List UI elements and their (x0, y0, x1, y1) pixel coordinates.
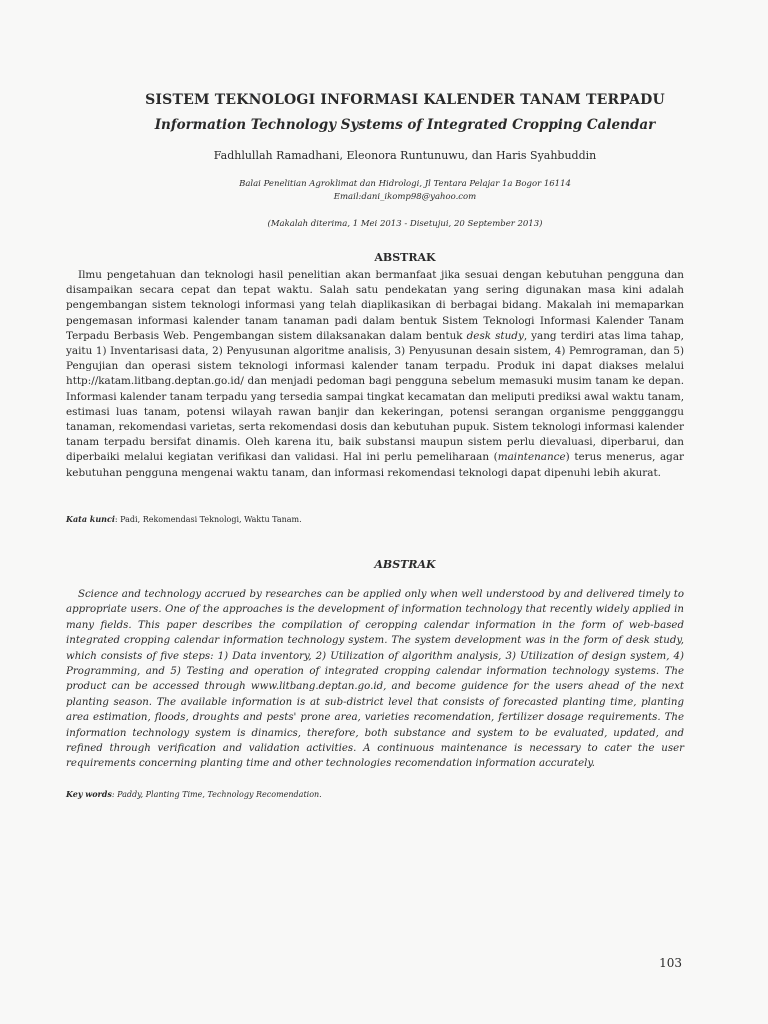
keywords-id-label: Kata kunci (66, 514, 115, 524)
abstract-text-en: Science and technology accrued by researches can be applied only when well understood by and delivered timely to appropriate users. One of the approaches is the development of information technology that recently widely applied in many fields. This paper describes the compilation of ceropping calendar information in the form of web-based integrated cropping calendar information technology system. The system development was in the form of desk study, which consists of five steps: 1) Data inventory, 2) Utilization of algorithm analysis, 3) Utilization of design system, 4) Programming, and 5) Testing and operation of integrated cropping calendar information technology systems. The product can be accessed through www.litbang.deptan.go.id, and become guidence for the users ahead of the next planting season. The available information is at sub-district level that consists of forecasted planting time, planting area estimation, floods, droughts and pests' prone area, varieties recomendation, fertilizer dosage requirements. The information technology system is dinamics, therefore, both substance and system to be evaluated, updated, and refined through verification and validation activities. A continuous maintenance is necessary to cater the user requirements concerning planting time and other technologies recomendation information accurately. (66, 589, 684, 770)
affiliation-address: Balai Penelitian Agroklimat dan Hidrologi, Jl Tentara Pelajar 1a Bogor 16114 (239, 179, 571, 189)
abstract-id-part-3: ) terus menerus, agar kebutuhan pengguna mengenai waktu tanam, dan informasi rekomendasi teknologi dapat dipenuhi lebih akurat. (66, 451, 684, 479)
abstract-id-emphasis-2: maintenance (497, 451, 566, 464)
abstract-heading-en: ABSTRAK (374, 558, 436, 571)
affiliation-block (60, 178, 750, 204)
keywords-id (66, 514, 684, 524)
abstract-id-part-1: Ilmu pengetahuan dan teknologi hasil penelitian akan bermanfaat jika sesuai dengan kebutuhan pengguna dan disampaikan secara cepat dan tepat waktu. Salah satu pendekatan yang sering digunakan masa kini adalah pengembangan sistem teknologi informasi yang telah diaplikasikan di berbagai bidang. Makalah ini memaparkan pengemasan informasi kalender tanam tanaman padi dalam bentuk Sistem Teknologi Informasi Kalender Tanam Terpadu Berbasis Web. Pengembangan sistem dilaksanakan dalam bentuk (66, 269, 684, 342)
keywords-en-label: Key words (66, 789, 112, 799)
paper-title: SISTEM TEKNOLOGI INFORMASI KALENDER TANAM TERPADU (145, 92, 665, 108)
affiliation-email: Email:dani_ikomp98@yahoo.com (333, 192, 477, 202)
keywords-id-list: : Padi, Rekomendasi Teknologi, Waktu Tanam. (114, 515, 302, 524)
author-list: Fadhlullah Ramadhani, Eleonora Runtunuwu, dan Haris Syahbuddin (213, 149, 597, 162)
submission-dates: (Makalah diterima, 1 Mei 2013 - Disetujui, 20 September 2013) (267, 219, 543, 229)
keywords-en-list: : Paddy, Planting Time, Technology Recomendation. (111, 790, 322, 799)
paper-subtitle: Information Technology Systems of Integrated Cropping Calendar (154, 117, 656, 133)
abstract-id-part-2: , yang terdiri atas lima tahap, yaitu 1) Inventarisasi data, 2) Penyusunan algoritme analisis, 3) Penyusunan desain sistem, 4) Pemrograman, dan 5) Pengujian dan operasi sistem teknologi informasi kalender tanam terpadu. Produk ini dapat diakses melalui http://katam.litbang.deptan.go.id/ dan menjadi pedoman bagi pengguna sebelum memasuki musim tanam ke depan. Informasi kalender tanam terpadu yang tersedia sampai tingkat kecamatan dan meliputi prediksi awal waktu tanam, estimasi luas tanam, potensi wilayah rawan banjir dan kekeringan, potensi serangan organisme penggganggu tanaman, rekomendasi varietas, serta rekomendasi dosis dan kebutuhan pupuk. Sistem teknologi informasi kalender tanam terpadu bersifat dinamis. Oleh karena itu, baik substansi maupun sistem perlu dievaluasi, diperbarui, dan diperbaiki melalui kegiatan verifikasi dan validasi. Hal ini perlu pemeliharaan ( (66, 329, 684, 464)
page-number: 103 (659, 956, 682, 970)
abstract-heading-id: ABSTRAK (374, 251, 436, 264)
keywords-en (66, 789, 684, 799)
abstract-id-emphasis-1: desk study (466, 329, 524, 342)
abstract-text-id (66, 268, 684, 481)
